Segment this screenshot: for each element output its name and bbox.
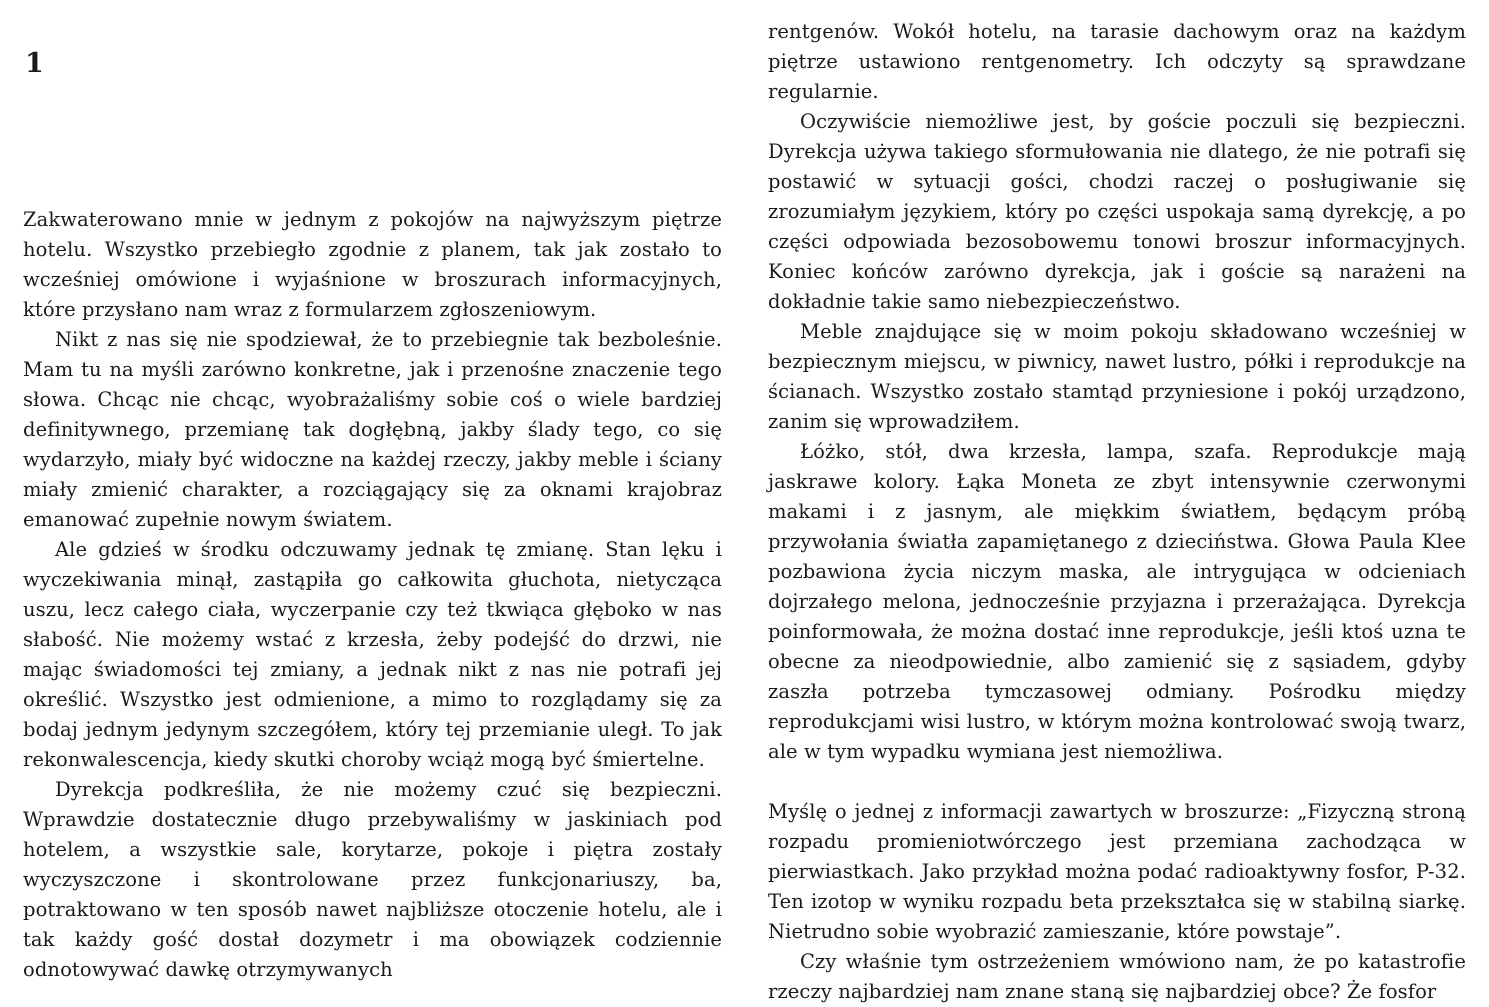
chapter-number-heading: 1 — [25, 48, 44, 79]
paragraph: Ale gdzieś w środku odczuwamy jednak tę zmianę. Stan lęku i wyczekiwania minął, zastąpiła go całkowita głuchota, nietycząca uszu, lecz całego ciała, wyczerpanie czy też tkwiąca głęboko w nas słabość. Nie możemy wstać z krzesła, żeby podejść do drzwi, nie mając świadomości tej zmiany, a jednak nikt z nas nie potrafi jej określić. Wszystko jest odmienione, a mimo to rozglądamy się za bodaj jednym jedynym szczegółem, który tej przemianie uległ. To jak rekonwalescencja, kiedy skutki choroby wciąż mogą być śmiertelne. — [23, 538, 722, 771]
paragraph: Meble znajdujące się w moim pokoju składowano wcześniej w bezpiecznym miejscu, w piwnicy, nawet lustro, półki i reprodukcje na ścianach. Wszystko zostało stamtąd przyniesione i pokój urządzono, zanim się wprowadziłem. — [768, 320, 1466, 433]
paragraph: Oczywiście niemożliwe jest, by goście poczuli się bezpieczni. Dyrekcja używa takiego sformułowania nie dlatego, że nie potrafi się postawić w sytuacji gości, chodzi raczej o posługiwanie się zrozumiałym językiem, który po części uspokaja samą dyrekcję, a po części odpowiada bezosobowemu tonowi broszur informacyjnych. Koniec końców zarówno dyrekcja, jak i goście są narażeni na dokładnie takie samo niebezpieczeństwo. — [768, 110, 1466, 313]
right-column — [768, 0, 1466, 1007]
paragraph: rentgenów. Wokół hotelu, na tarasie dachowym oraz na każdym piętrze ustawiono rentgenometry. Ich odczyty są sprawdzane regularnie. — [768, 20, 1466, 103]
paragraph: Myślę o jednej z informacji zawartych w broszurze: „Fizyczną stroną rozpadu promieniotwórczego jest przemiana zachodząca w pierwiastkach. Jako przykład można podać radioaktywny fosfor, P-32. Ten izotop w wyniku rozpadu beta przekształca się w stabilną siarkę. Nietrudno sobie wyobrazić zamieszanie, które powstaje”. — [768, 800, 1466, 943]
paragraph: Czy właśnie tym ostrzeżeniem wmówiono nam, że po katastrofie rzeczy najbardziej nam znane staną się najbardziej obce? Że fosfor — [768, 950, 1466, 1003]
paragraph: Zakwaterowano mnie w jednym z pokojów na najwyższym piętrze hotelu. Wszystko przebiegło zgodnie z planem, tak jak zostało to wcześniej omówione i wyjaśnione w broszurach informacyjnych, które przysłano nam wraz z formularzem zgłoszeniowym. — [23, 208, 722, 321]
paragraph: Nikt z nas się nie spodziewał, że to przebiegnie tak bezboleśnie. Mam tu na myśli zarówno konkretne, jak i przenośne znaczenie tego słowa. Chcąc nie chcąc, wyobrażaliśmy sobie coś o wiele bardziej definitywnego, przemianę tak dogłębną, jakby ślady tego, co się wydarzyło, miały być widoczne na każdej rzeczy, jakby meble i ściany miały zmienić charakter, a rozciągający się za oknami krajobraz emanować zupełnie nowym światem. — [23, 328, 722, 531]
paragraph: Łóżko, stół, dwa krzesła, lampa, szafa. Reprodukcje mają jaskrawe kolory. Łąka Moneta ze zbyt intensywnie czerwonymi makami i z jasnym, ale miękkim światłem, będącym próbą przywołania światła zapamiętanego z dzieciństwa. Głowa Paula Klee pozbawiona życia niczym maska, ale intrygująca w odcieniach dojrzałego melona, jednocześnie przyjazna i przerażająca. Dyrekcja poinformowała, że można dostać inne reprodukcje, jeśli ktoś uzna te obecne za nieodpowiednie, albo zamienić się z sąsiadem, gdyby zaszła potrzeba tymczasowej odmiany. Pośrodku między reprodukcjami wisi lustro, w którym można kontrolować swoją twarz, ale w tym wypadku wymiana jest niemożliwa. — [768, 440, 1466, 763]
left-column — [23, 0, 722, 985]
paragraph: Dyrekcja podkreśliła, że nie możemy czuć się bezpieczni. Wprawdzie dostatecznie długo przebywaliśmy w jaskiniach pod hotelem, a wszystkie sale, korytarze, pokoje i piętra zostały wyczyszczone i skontrolowane przez funkcjonariuszy, ba, potraktowano w ten sposób nawet najbliższe otoczenie hotelu, ale i tak każdy gość dostał dozymetr i ma obowiązek codziennie odnotowywać dawkę otrzymywanych — [23, 778, 722, 981]
